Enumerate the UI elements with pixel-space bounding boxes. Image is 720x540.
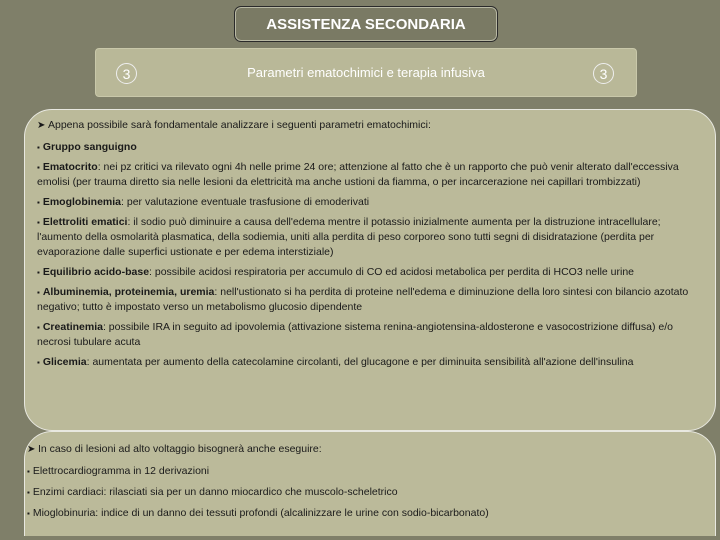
list-item <box>27 464 707 479</box>
parameter-description: : aumentata per aumento della catecolamine circolanti, del glucagone e per diminuita sensibilità all'azione dell'insulina <box>86 356 634 368</box>
parameter-term: Emoglobinemia <box>42 196 122 208</box>
list-item <box>37 355 703 370</box>
list-item <box>37 285 703 315</box>
exam-text: Enzimi cardiaci: rilasciati sia per un danno miocardico che muscolo-scheletrico <box>32 486 398 498</box>
slide-title <box>234 6 498 42</box>
slide-title-text: ASSISTENZA SECONDARIA <box>266 15 466 33</box>
section2-intro-text: In caso di lesioni ad alto voltaggio bisognerà anche eseguire: <box>38 443 322 455</box>
square-bullet-icon: ▪ <box>37 198 40 207</box>
number-badge-right: 3 <box>593 63 614 84</box>
list-item <box>37 140 703 155</box>
subtitle-text: Parametri ematochimici e terapia infusiva <box>247 65 485 80</box>
parameter-description: : possibile acidosi respiratoria per accumulo di CO ed acidosi metabolica per perdita di HCO3 nelle urine <box>149 266 635 278</box>
parameters-content <box>37 118 703 375</box>
square-bullet-icon: ▪ <box>37 268 40 277</box>
parameter-term: Gruppo sanguigno <box>42 141 137 153</box>
square-bullet-icon: ▪ <box>27 467 30 476</box>
list-item <box>37 160 703 190</box>
subtitle-banner <box>96 49 636 96</box>
list-item <box>37 320 703 350</box>
list-item <box>37 265 703 280</box>
list-item <box>37 215 703 260</box>
parameter-term: Elettroliti ematici <box>42 216 128 228</box>
arrow-bullet-icon: ➤ <box>37 120 46 131</box>
square-bullet-icon: ▪ <box>37 358 40 367</box>
list-item <box>27 506 707 521</box>
section1-intro-text: Appena possibile sarà fondamentale analizzare i seguenti parametri ematochimici: <box>48 119 431 131</box>
number-badge-left: 3 <box>116 63 137 84</box>
high-voltage-content <box>27 442 707 527</box>
arrow-bullet-icon: ➤ <box>27 444 36 455</box>
parameter-description: : il sodio può diminuire a causa dell'edema mentre il potassio inizialmente aumenta per la distruzione intracellulare; l'aumento della osmolarità plasmatica, della sodiemia, uniti alla perdita di peso corporeo sono tutti segni di disidratazione (perdita per evaporazione dalle superfici ustionate e per edema interstiziale) <box>37 216 661 258</box>
square-bullet-icon: ▪ <box>37 218 40 227</box>
parameter-term: Ematocrito <box>42 161 98 173</box>
high-voltage-list <box>27 464 707 521</box>
parameter-description: : nell'ustionato si ha perdita di proteine nell'edema e diminuzione della loro sintesi con bilancio azotato negativo; tutto è impostato verso un metabolismo glucosio dipendente <box>37 286 689 313</box>
parameter-description: : nei pz critici va rilevato ogni 4h nelle prime 24 ore; attenzione al fatto che è un rapporto che può venir alterato dall'eccessiva emolisi (per trauma diretto sia nelle lesioni da elettricità ma anche ustioni da fiamma, o per incarcerazione nei capillari trombizzati) <box>37 161 679 188</box>
parameters-list <box>37 140 703 370</box>
square-bullet-icon: ▪ <box>27 509 30 518</box>
square-bullet-icon: ▪ <box>37 288 40 297</box>
parameter-term: Albuminemia, proteinemia, uremia <box>42 286 215 298</box>
section2-intro <box>27 442 707 457</box>
parameter-description: : per valutazione eventuale trasfusione di emoderivati <box>121 196 370 208</box>
square-bullet-icon: ▪ <box>37 163 40 172</box>
exam-text: Elettrocardiogramma in 12 derivazioni <box>32 465 210 477</box>
parameter-term: Equilibrio acido-base <box>42 266 150 278</box>
list-item <box>27 485 707 500</box>
square-bullet-icon: ▪ <box>37 323 40 332</box>
section1-intro <box>37 118 703 133</box>
parameter-description: : possibile IRA in seguito ad ipovolemia (attivazione sistema renina-angiotensina-aldosterone e vasocostrizione diffusa) e/o necrosi tubulare acuta <box>37 321 673 348</box>
parameter-term: Glicemia <box>42 356 87 368</box>
exam-text: Mioglobinuria: indice di un danno dei tessuti profondi (alcalinizzare le urine con sodio-bicarbonato) <box>32 507 489 519</box>
square-bullet-icon: ▪ <box>27 488 30 497</box>
list-item <box>37 195 703 210</box>
square-bullet-icon: ▪ <box>37 143 40 152</box>
parameter-term: Creatinemia <box>42 321 103 333</box>
